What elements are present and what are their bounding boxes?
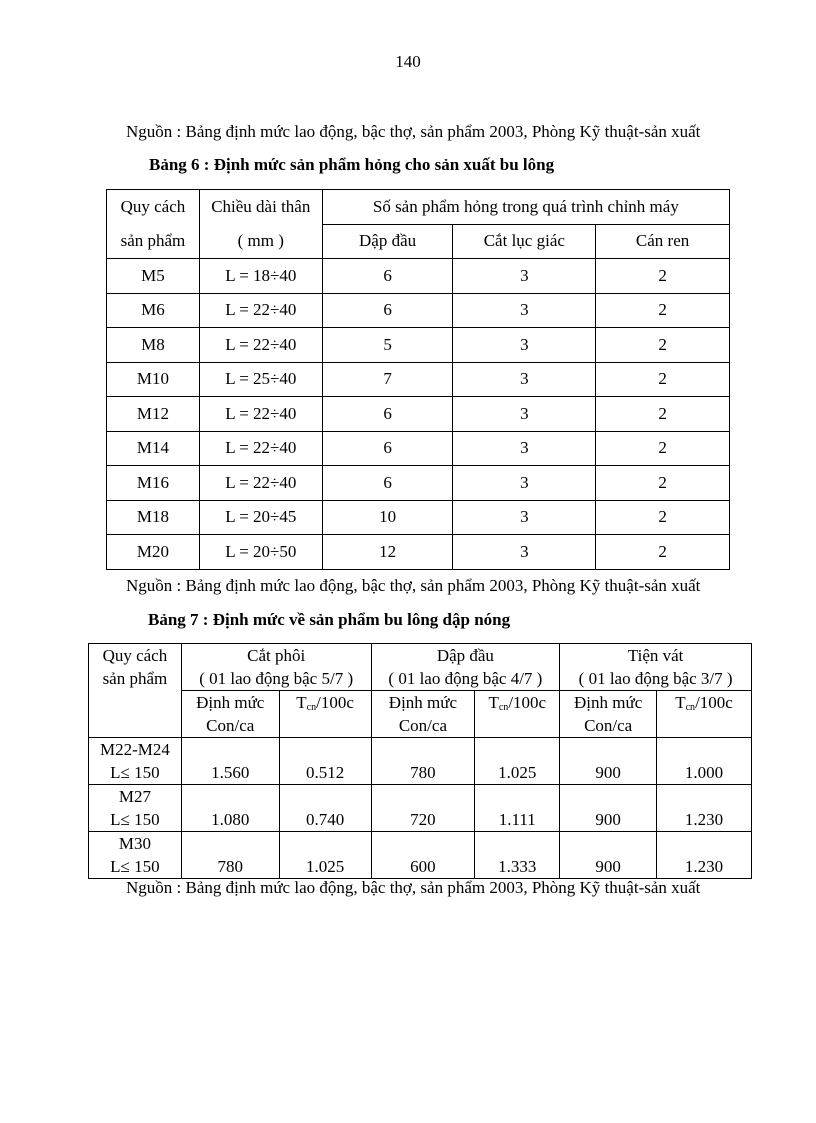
table6-cell-hex: 3 [453, 362, 596, 397]
time-label-sub: cn [306, 702, 317, 713]
table6-cell-length: L = 22÷40 [199, 328, 322, 363]
table7-header-time [475, 691, 560, 738]
table7-header-spec-line1: Quy cách [102, 646, 168, 665]
table7-group-turning-sub: ( 01 lao động bậc 3/7 ) [578, 669, 733, 688]
table7-header-row-1 [89, 644, 752, 691]
table6-caption: Bảng 6 : Định mức sản phẩm hỏng cho sản xuất bu lông [149, 155, 555, 174]
table7-group-stamping-sub: ( 01 lao động bậc 4/7 ) [388, 669, 543, 688]
time-label-prefix: T [675, 693, 686, 712]
table7-header-spec [89, 644, 182, 738]
table7-cell-v5: 900 [560, 785, 657, 832]
table6-header-row-1 [107, 190, 730, 225]
table7-group-cutting [181, 644, 371, 691]
table7-header-time [279, 691, 371, 738]
table-row [107, 535, 730, 570]
table7-spec-line1: M30 [118, 834, 151, 853]
table7-group-turning-name: Tiện vát [627, 646, 684, 665]
table6-cell-rolling: 2 [596, 431, 730, 466]
table7-cell-v4: 1.111 [475, 785, 560, 832]
table6-cell-hex: 3 [453, 535, 596, 570]
table7-cell-spec [89, 832, 182, 879]
table6-cell-stamping: 6 [322, 431, 453, 466]
table6-cell-rolling: 2 [596, 500, 730, 535]
norm-label-line2: Con/ca [206, 716, 255, 735]
table6-cell-hex: 3 [453, 431, 596, 466]
norm-label-line2: Con/ca [584, 716, 633, 735]
time-label-sub: cn [498, 702, 509, 713]
table7-cell-v4: 1.333 [475, 832, 560, 879]
table7 [88, 643, 752, 879]
table7-cell-v6: 1.000 [657, 738, 752, 785]
table6-cell-hex: 3 [453, 397, 596, 432]
table6-header-row-2 [107, 224, 730, 259]
table6-header-hex: Cắt lục giác [453, 224, 596, 259]
table7-cell-v2: 1.025 [279, 832, 371, 879]
table-row [89, 785, 752, 832]
table7-header-norm [560, 691, 657, 738]
table6-header-stamping: Dập đầu [322, 224, 453, 259]
table6-cell-rolling: 2 [596, 466, 730, 501]
table6-cell-rolling: 2 [596, 397, 730, 432]
table6-cell-stamping: 5 [322, 328, 453, 363]
table6-cell-rolling: 2 [596, 535, 730, 570]
table6-cell-spec: M16 [107, 466, 200, 501]
table6-cell-spec: M18 [107, 500, 200, 535]
table6-cell-hex: 3 [453, 500, 596, 535]
table6-header-spec: Quy cách [107, 190, 200, 225]
table-row [89, 832, 752, 879]
table6-cell-length: L = 22÷40 [199, 431, 322, 466]
table6-cell-length: L = 22÷40 [199, 397, 322, 432]
table6-cell-hex: 3 [453, 293, 596, 328]
table7-cell-v2: 0.740 [279, 785, 371, 832]
table7-spec-line2: L≤ 150 [110, 763, 160, 782]
norm-label-line1: Định mức [196, 693, 265, 712]
table6-cell-spec: M20 [107, 535, 200, 570]
table6-cell-stamping: 7 [322, 362, 453, 397]
table-row [107, 362, 730, 397]
table6-cell-spec: M10 [107, 362, 200, 397]
time-label-prefix: T [488, 693, 499, 712]
table7-cell-v3: 600 [371, 832, 475, 879]
norm-label-line2: Con/ca [398, 716, 447, 735]
source-note: Nguồn : Bảng định mức lao động, bậc thợ, sản phẩm 2003, Phòng Kỹ thuật-sản xuất [126, 122, 701, 141]
table7-cell-v3: 780 [371, 738, 475, 785]
table6-cell-stamping: 12 [322, 535, 453, 570]
table6-cell-length: L = 20÷50 [199, 535, 322, 570]
table6-header-rolling: Cán ren [596, 224, 730, 259]
table7-cell-v1: 1.560 [181, 738, 279, 785]
time-label-sub: cn [685, 702, 696, 713]
page-number: 140 [395, 52, 421, 71]
table7-cell-v2: 0.512 [279, 738, 371, 785]
table7-header-time [657, 691, 752, 738]
norm-label-line1: Định mức [388, 693, 458, 712]
time-label-suffix: /100c [508, 693, 547, 712]
table7-header-norm [181, 691, 279, 738]
table6-cell-spec: M6 [107, 293, 200, 328]
table7-cell-v6: 1.230 [657, 832, 752, 879]
table7-group-cutting-sub: ( 01 lao động bậc 5/7 ) [199, 669, 354, 688]
table6-cell-spec: M14 [107, 431, 200, 466]
table-row [107, 328, 730, 363]
table6-cell-rolling: 2 [596, 259, 730, 294]
table6-cell-rolling: 2 [596, 293, 730, 328]
table6-cell-hex: 3 [453, 466, 596, 501]
table6-cell-length: L = 18÷40 [199, 259, 322, 294]
time-label-suffix: /100c [695, 693, 733, 712]
table-row [107, 500, 730, 535]
time-label-suffix: /100c [316, 693, 354, 712]
table6-header-defects: Số sản phẩm hỏng trong quá trình chỉnh máy [322, 190, 729, 225]
table6-header-length-unit: ( mm ) [199, 224, 322, 259]
table7-spec-line1: M27 [118, 787, 151, 806]
table6-cell-hex: 3 [453, 259, 596, 294]
table-row [107, 466, 730, 501]
table6-cell-spec: M12 [107, 397, 200, 432]
table7-cell-spec [89, 738, 182, 785]
table7-cell-v6: 1.230 [657, 785, 752, 832]
table6-cell-length: L = 22÷40 [199, 466, 322, 501]
table6-cell-spec: M8 [107, 328, 200, 363]
table7-header-spec-line2: sản phẩm [102, 669, 168, 688]
table-row [107, 293, 730, 328]
table6-cell-spec: M5 [107, 259, 200, 294]
table-row [107, 259, 730, 294]
table7-cell-v4: 1.025 [475, 738, 560, 785]
table7-cell-v1: 1.080 [181, 785, 279, 832]
table7-spec-line1: M22-M24 [99, 740, 170, 759]
table6 [106, 189, 730, 570]
table6-cell-rolling: 2 [596, 328, 730, 363]
table6-cell-hex: 3 [453, 328, 596, 363]
table7-group-cutting-name: Cắt phôi [247, 646, 306, 665]
table6-cell-stamping: 6 [322, 466, 453, 501]
table7-header-norm [371, 691, 475, 738]
table6-cell-length: L = 25÷40 [199, 362, 322, 397]
table6-header-spec-2: sản phẩm [107, 224, 200, 259]
table6-cell-stamping: 6 [322, 293, 453, 328]
table6-cell-length: L = 20÷45 [199, 500, 322, 535]
table6-cell-stamping: 10 [322, 500, 453, 535]
table7-cell-v3: 720 [371, 785, 475, 832]
table7-spec-line2: L≤ 150 [110, 857, 160, 876]
table7-cell-v1: 780 [181, 832, 279, 879]
table7-cell-spec [89, 785, 182, 832]
table7-cell-v5: 900 [560, 738, 657, 785]
norm-label-line1: Định mức [574, 693, 643, 712]
table7-header-row-2 [89, 691, 752, 738]
table6-cell-length: L = 22÷40 [199, 293, 322, 328]
source-note-3: Nguồn : Bảng định mức lao động, bậc thợ, sản phẩm 2003, Phòng Kỹ thuật-sản xuất [126, 878, 701, 897]
table7-caption: Bảng 7 : Định mức về sản phẩm bu lông dập nóng [148, 610, 511, 629]
table7-group-turning [560, 644, 752, 691]
table6-cell-rolling: 2 [596, 362, 730, 397]
source-note-2: Nguồn : Bảng định mức lao động, bậc thợ, sản phẩm 2003, Phòng Kỹ thuật-sản xuất [126, 576, 701, 595]
table7-spec-line2: L≤ 150 [110, 810, 160, 829]
table6-cell-stamping: 6 [322, 259, 453, 294]
table7-group-stamping-name: Dập đầu [436, 646, 494, 665]
table6-cell-stamping: 6 [322, 397, 453, 432]
table6-header-length: Chiều dài thân [199, 190, 322, 225]
table7-cell-v5: 900 [560, 832, 657, 879]
time-label-prefix: T [296, 693, 307, 712]
table-row [89, 738, 752, 785]
table-row [107, 397, 730, 432]
table-row [107, 431, 730, 466]
table7-group-stamping [371, 644, 560, 691]
